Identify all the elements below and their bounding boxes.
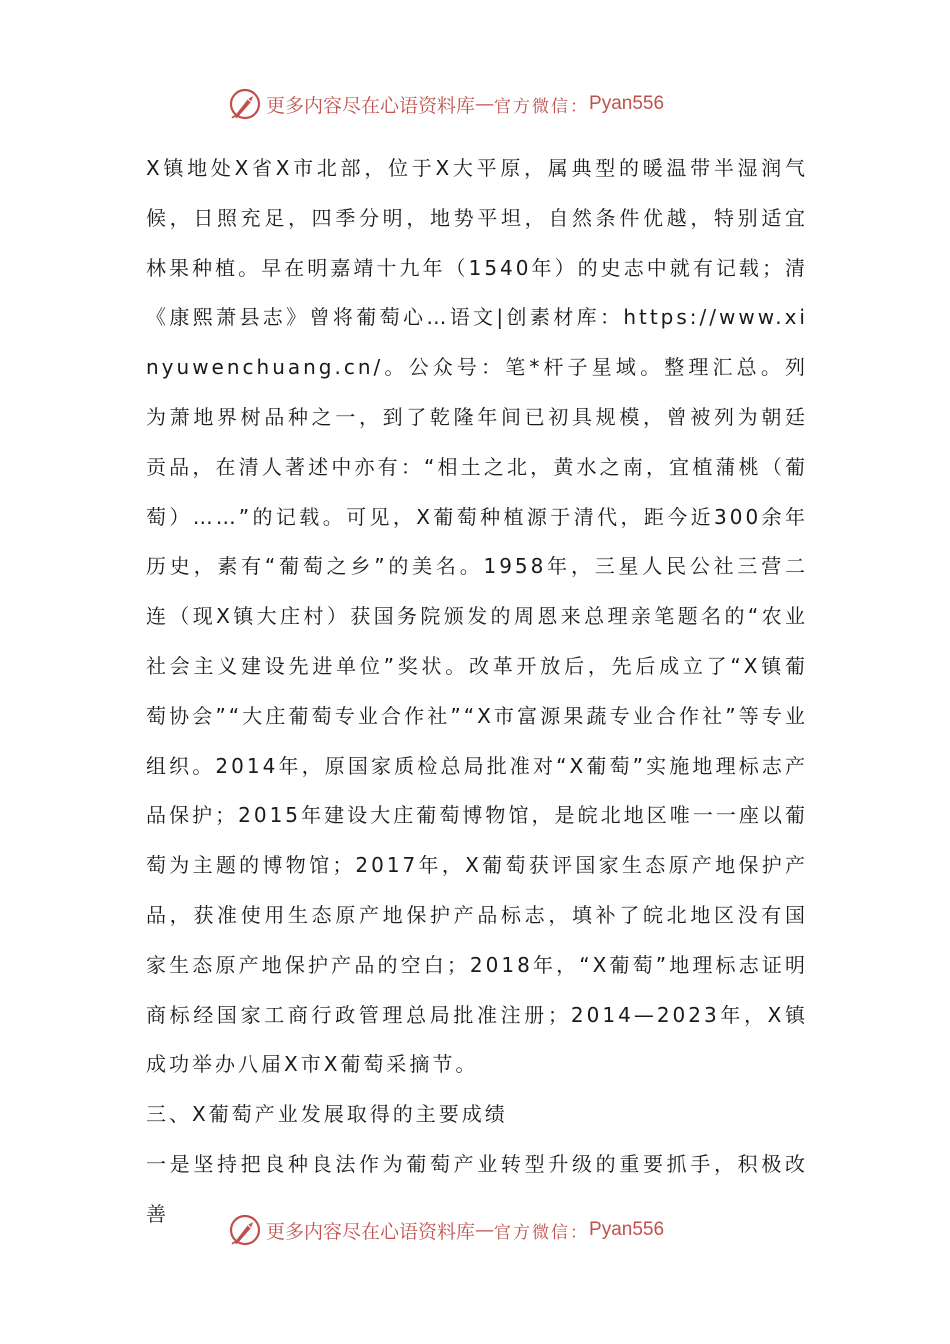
banner-wechat-label: 官方微信： [494,1222,590,1243]
body-paragraph: X镇地处X省X市北部，位于X大平原，属典型的暖温带半湿润气候，日照充足，四季分明，地势平坦，自然条件优越，特别适宜林果种植。早在明嘉靖十九年（1540年）的史志中就有记载；清《康熙萧县志》曾将葡萄心…语文|创素材库：https://www.xinyuwenchuang.cn/。公众号：笔*杆子星域。整理汇总。列为萧地界树品种之一，到了乾隆年间已初具规模，曾被列为朝廷贡品，在清人著述中亦有：“相土之北，黄水之南，宜植蒲桃（葡萄）……”的记载。可见，X葡萄种植源于清代，距今近300余年历史，素有“葡萄之乡”的美名。1958年，三星人民公社三营二连（现X镇大庄村）获国务院颁发的周恩来总理亲笔题名的“农业社会主义建设先进单位”奖状。改革开放后，先后成立了“X镇葡萄协会”“大庄葡萄专业合作社”“X市富源果蔬专业合作社”等专业组织。2014年，原国家质检总局批准对“X葡萄”实施地理标志产品保护；2015年建设大庄葡萄博物馆，是皖北地区唯一一座以葡萄为主题的博物馆；2017年，X葡萄获评国家生态原产地保护产品，获准使用生态原产地保护产品标志，填补了皖北地区没有国家生态原产地保护产品的空白；2018年，“X葡萄”地理标志证明商标经国家工商行政管理总局批准注册；2014—2023年，X镇成功举办八届X市X葡萄采摘节。 [146,156,808,1077]
banner-wechat-id: Pyan556 [589,1219,665,1240]
banner-separator: — [475,1219,495,1241]
banner-separator: — [475,93,495,115]
banner-wechat-id: Pyan556 [589,93,665,114]
banner-brand-text: 更多内容尽在心语资料库 [266,1220,476,1243]
pen-nib-logo-icon [228,1213,262,1247]
pen-nib-logo-icon [228,87,262,121]
banner-brand-text: 更多内容尽在心语资料库 [266,94,476,117]
section-heading: 三、X葡萄产业发展取得的主要成绩 [146,1102,508,1127]
footer-banner [228,1210,748,1250]
document-body [146,144,808,1240]
header-banner [228,84,748,124]
banner-wechat-label: 官方微信： [494,96,590,117]
body-paragraph: 一是坚持把良种良法作为葡萄产业转型升级的重要抓手，积极改善 [146,1151,808,1226]
